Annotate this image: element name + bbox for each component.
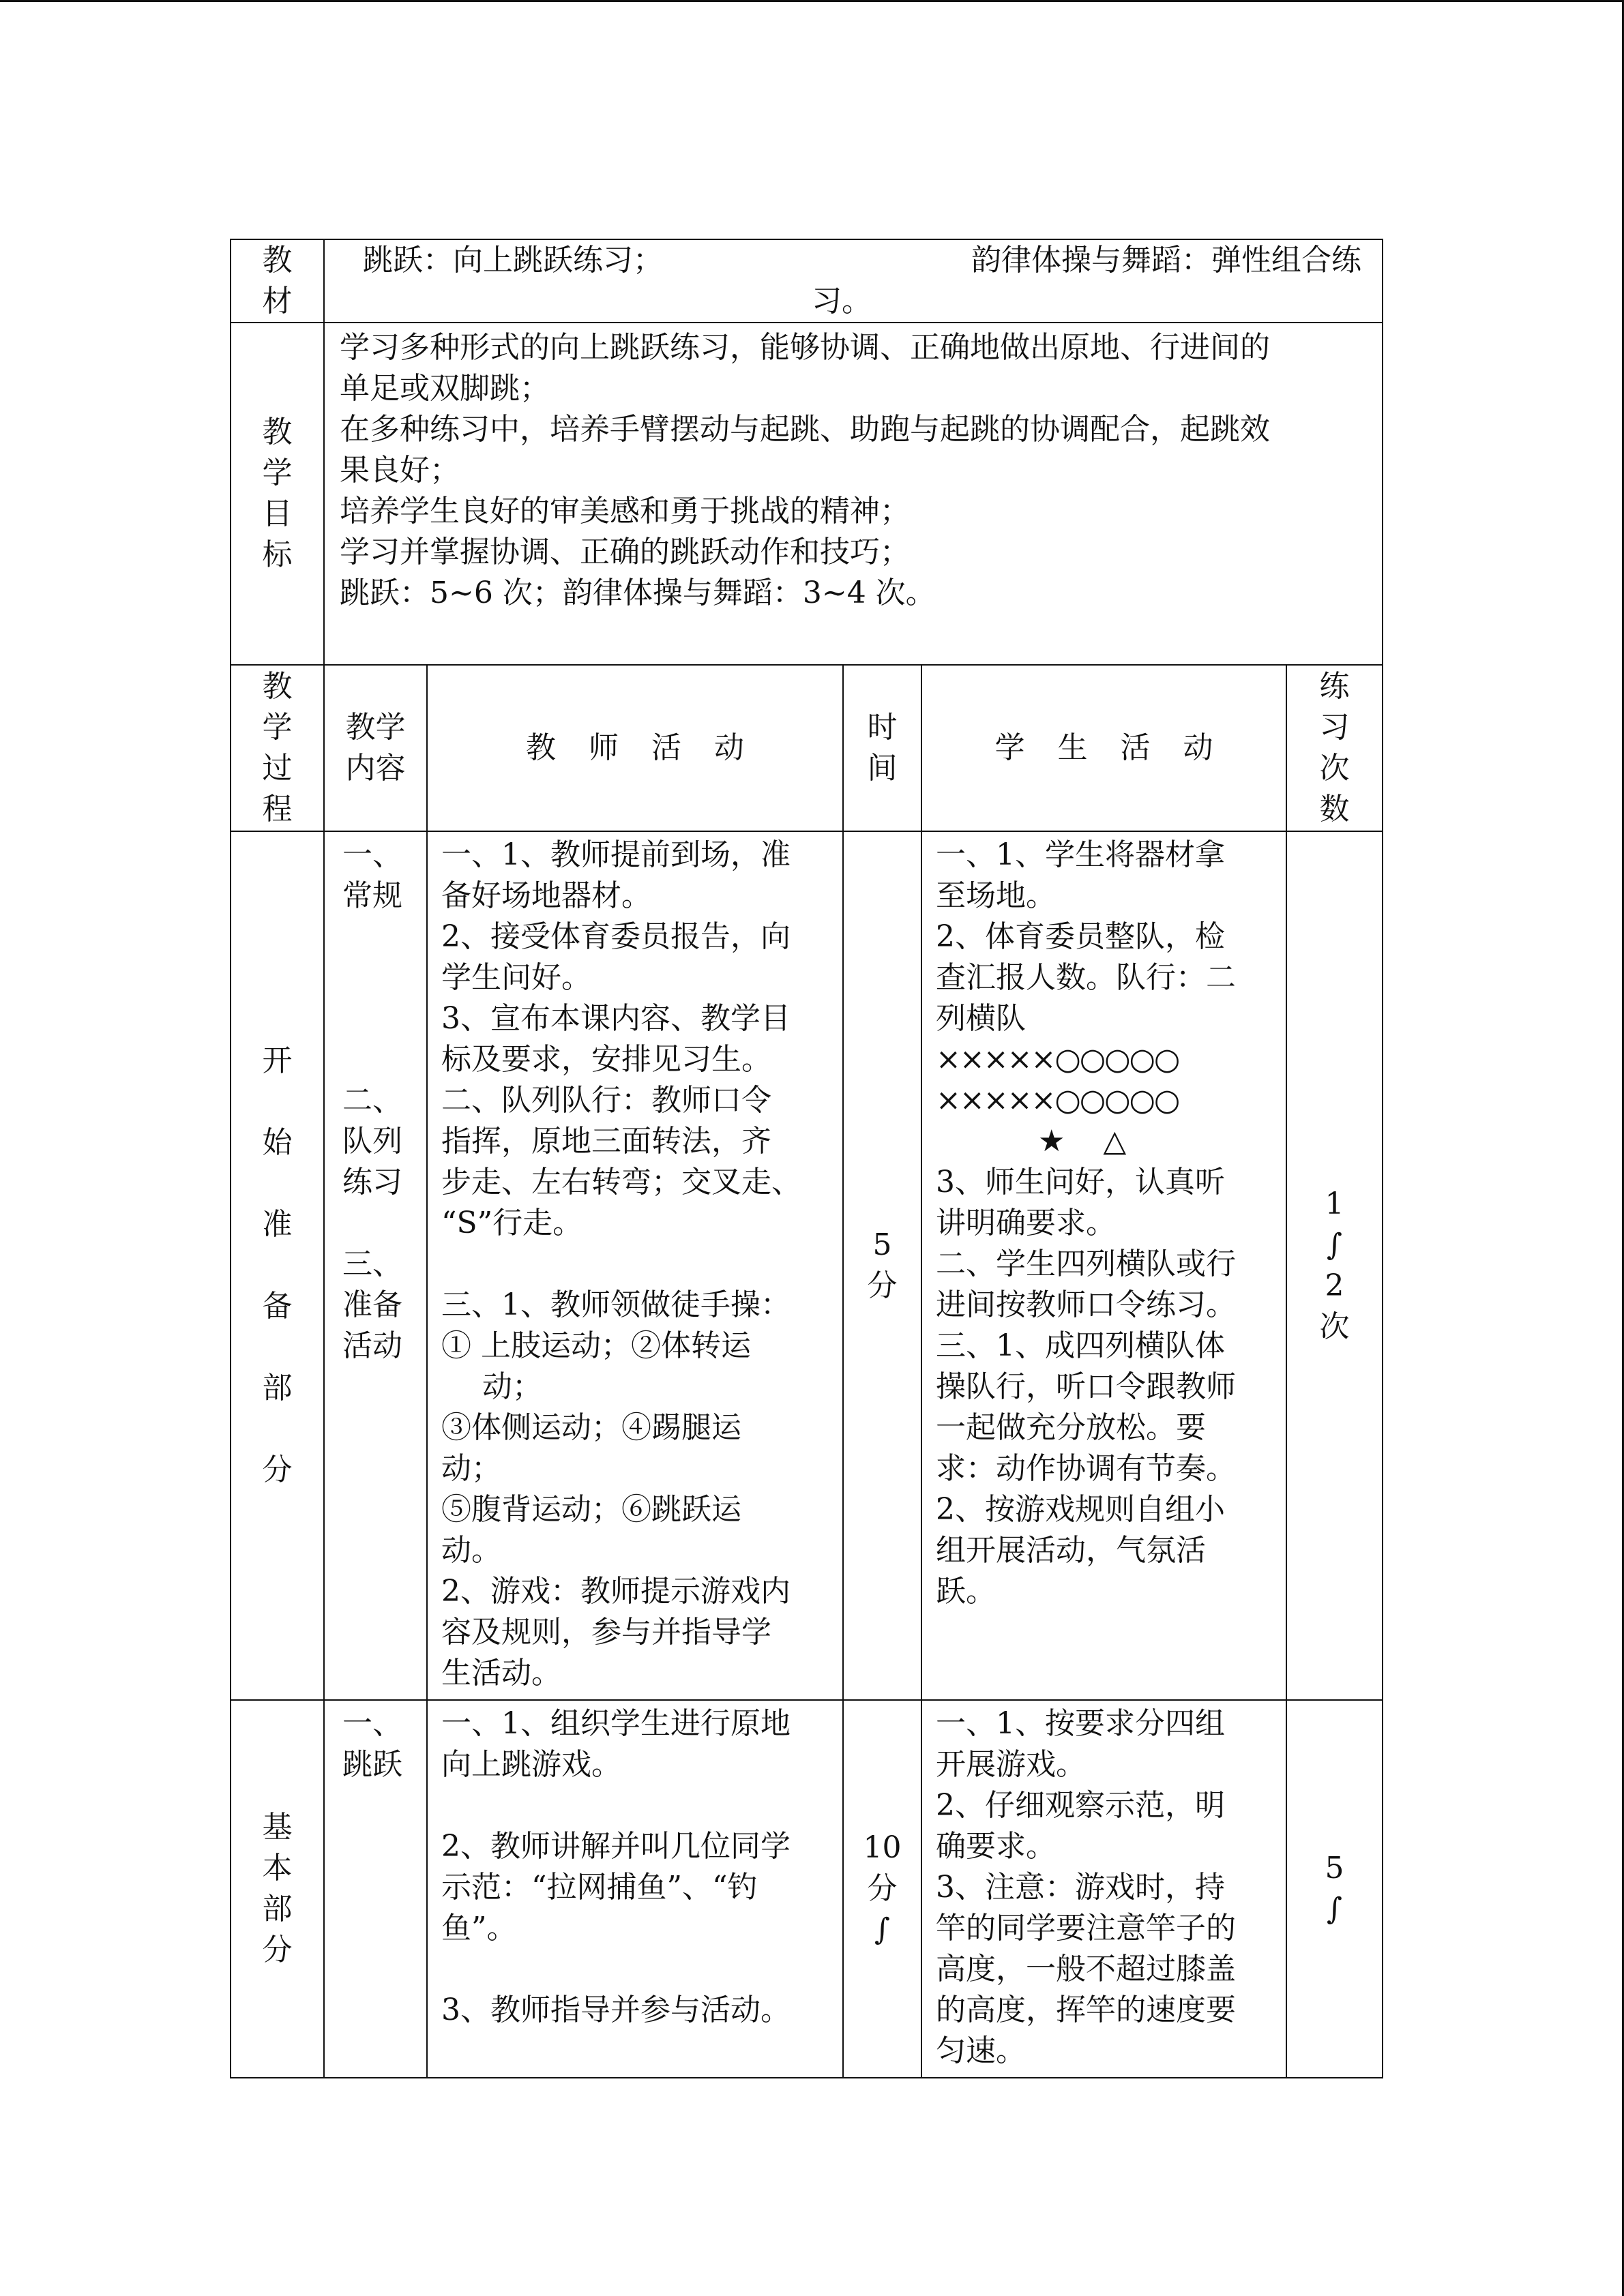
- material-text: [324, 239, 1383, 323]
- material-row: [231, 239, 1383, 323]
- formation-markers: ★ △: [1038, 1124, 1127, 1159]
- warmup-student: 一、1、学生将器材拿 至场地。 2、体育委员整队，检 查汇报人数。队行：二 列横队 ×××××○○○○○ ×××××○○○○○ ★ △ 3、师生问好，认真听 讲明确要求。 二、学生四列横队或行 进间按教师口令练习。 三、1、成四列横队体 操队行，听口令跟教师 一起做充分放松。要 求：动作协调有节奏。 2、按游戏规则自组小 组开展活动，气氛活 跃。: [921, 831, 1286, 1700]
- objective-line: 培养学生良好的审美感和勇于挑战的精神；: [340, 494, 910, 528]
- basic-student: 一、1、按要求分四组 开展游戏。 2、仔细观察示范，明 确要求。 3、注意：游戏时，持 竿的同学要注意竿子的 高度，一般不超过膝盖 的高度，挥竿的速度要 匀速。: [921, 1700, 1286, 2078]
- warmup-time: 5 分: [843, 831, 921, 1700]
- objectives-text: [324, 323, 1383, 665]
- objective-line: 学习并掌握协调、正确的跳跃动作和技巧；: [340, 535, 910, 569]
- material-rhythm: 韵律体操与舞蹈：弹性组合练: [971, 243, 1361, 278]
- header-process: 教 学 过 程: [231, 665, 324, 831]
- header-content: 教学 内容: [324, 665, 427, 831]
- basic-time: 10 分 ∫: [843, 1700, 921, 2078]
- warmup-content: 一、 常规 二、 队列 练习 三、 准备 活动: [324, 831, 427, 1700]
- formation-row: ×××××○○○○○: [936, 1042, 1179, 1077]
- formation-row: ×××××○○○○○: [936, 1083, 1179, 1118]
- basic-teacher: 一、1、组织学生进行原地 向上跳游戏。 2、教师讲解并叫几位同学 示范：“拉网捕鱼”、“钓 鱼”。 3、教师指导并参与活动。: [427, 1700, 843, 2078]
- objectives-label: 教 学 目 标: [231, 323, 324, 665]
- lesson-plan-table: [230, 239, 1383, 2078]
- basic-row: [231, 1700, 1383, 2078]
- objective-line: 学习多种形式的向上跳跃练习，能够协调、正确地做出原地、行进间的: [340, 330, 1270, 365]
- warmup-teacher: 一、1、教师提前到场，准 备好场地器材。 2、接受体育委员报告，向 学生问好。 3、宣布本课内容、教学目 标及要求，安排见习生。 二、队列队行：教师口令 指挥，原地三面转法，齐 步走、左右转弯；交叉走、 “S”行走。 三、1、教师领做徒手操： ① 上肢运动；②体转运 动； ③体侧运动；④踢腿运 动； ⑤腹背运动；⑥跳跃运 动。 2、游戏：教师提示游戏内 容及规则，参与并指导学 生活动。: [427, 831, 843, 1700]
- header-teacher: 教师活动: [427, 665, 843, 831]
- basic-content: 一、 跳跃: [324, 1700, 427, 2078]
- objectives-row: [231, 323, 1383, 665]
- material-label: 教 材: [231, 239, 324, 323]
- header-time: 时 间: [843, 665, 921, 831]
- warmup-section-label: 开 始 准 备 部 分: [231, 831, 324, 1700]
- basic-section-label: 基 本 部 分: [231, 1700, 324, 2078]
- warmup-row: [231, 831, 1383, 1700]
- material-jump: 跳跃：向上跳跃练习；: [363, 243, 663, 278]
- header-reps: 练 习 次 数: [1286, 665, 1383, 831]
- objective-line: 果良好；: [340, 453, 460, 488]
- header-row: [231, 665, 1383, 831]
- objective-line: 单足或双脚跳；: [340, 371, 550, 406]
- basic-reps: 5 ∫: [1286, 1700, 1383, 2078]
- material-wrap: 习。: [812, 284, 872, 318]
- header-student: 学生活动: [921, 665, 1286, 831]
- objective-line: 在多种练习中，培养手臂摆动与起跳、助跑与起跳的协调配合，起跳效: [340, 412, 1270, 447]
- warmup-reps: 1 ∫ 2 次: [1286, 831, 1383, 1700]
- page-top-border: [0, 0, 1624, 2]
- objective-line: 跳跃：5~6 次；韵律体操与舞蹈：3~4 次。: [340, 576, 936, 610]
